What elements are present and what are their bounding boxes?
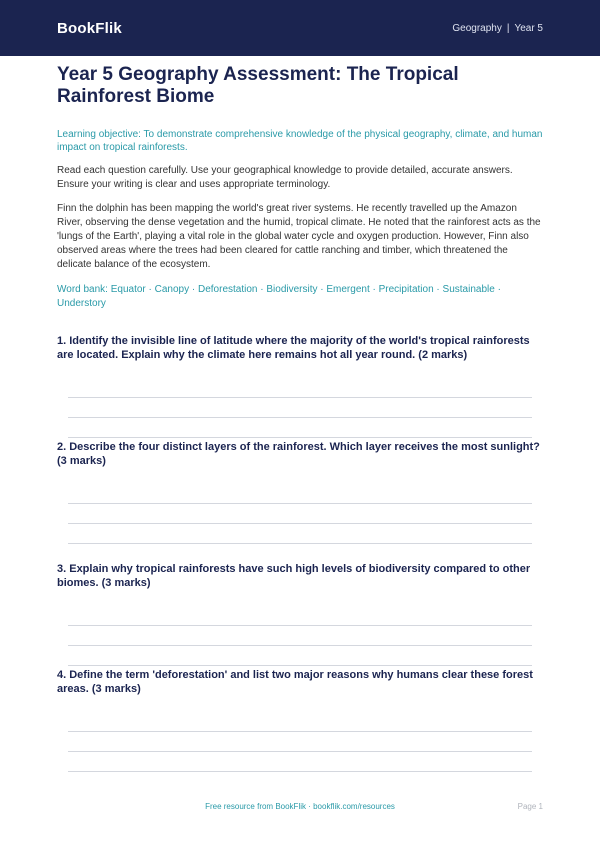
year-label: Year 5 (514, 22, 543, 34)
question-block (57, 668, 543, 772)
learning-objective: Learning objective: To demonstrate comprehensive knowledge of the physical geography, climate, and human impact on tropical rainforests. (57, 129, 543, 153)
answer-line[interactable] (68, 503, 532, 504)
answer-area (68, 731, 532, 772)
answer-line[interactable] (68, 665, 532, 666)
answer-line[interactable] (68, 417, 532, 418)
worksheet-content (57, 64, 543, 772)
answer-line[interactable] (68, 771, 532, 772)
answer-line[interactable] (68, 645, 532, 646)
footer-resource-link[interactable]: Free resource from BookFlik · bookflik.com/resources (205, 802, 395, 811)
question-text: 2. Describe the four distinct layers of the rainforest. Which layer receives the most sunlight? (3 marks) (57, 441, 540, 467)
answer-line[interactable] (68, 731, 532, 732)
question-block (57, 334, 543, 438)
story-passage: Finn the dolphin has been mapping the world's great river systems. He recently travelled up the Amazon River, observing the dense vegetation and the humid, tropical climate. He noted that the rainforest acts as the 'lungs of the Earth', playing a vital role in the global water cycle and oxygen production. However, Finn also observed areas where the trees had been cleared for cattle ranching and timber, which threatened the delicate balance of the ecosystem. (57, 203, 541, 270)
answer-area (68, 503, 532, 544)
page-footer (0, 802, 600, 814)
page-header (0, 0, 600, 56)
header-separator: | (506, 22, 510, 34)
answer-line[interactable] (68, 397, 532, 398)
answer-line[interactable] (68, 543, 532, 544)
question-block (57, 562, 543, 666)
instructions: Read each question carefully. Use your geographical knowledge to provide detailed, accurate answers. Ensure your writing is clear and uses appropriate terminology. (57, 165, 513, 190)
header-meta (452, 23, 543, 34)
page-title: Year 5 Geography Assessment: The Tropical Rainforest Biome (57, 64, 459, 107)
question-text: 4. Define the term 'deforestation' and list two major reasons why humans clear these forest areas. (3 marks) (57, 669, 533, 695)
page-number: Page 1 (517, 802, 543, 811)
question-block (57, 440, 543, 544)
subject-label: Geography (452, 22, 502, 34)
answer-line[interactable] (68, 437, 532, 438)
word-bank: Word bank: Equator · Canopy · Deforestation · Biodiversity · Emergent · Precipitation · Sustainable · Understory (57, 284, 501, 309)
answer-area (68, 625, 532, 666)
answer-line[interactable] (68, 625, 532, 626)
answer-line[interactable] (68, 523, 532, 524)
question-text: 3. Explain why tropical rainforests have such high levels of biodiversity compared to other biomes. (3 marks) (57, 563, 531, 589)
brand-logo: BookFlik (57, 19, 122, 37)
question-text: 1. Identify the invisible line of latitude where the majority of the world's tropical rainforests are located. Explain why the climate here remains hot all year round. (2 marks) (57, 335, 530, 361)
answer-area (68, 397, 532, 438)
answer-line[interactable] (68, 751, 532, 752)
